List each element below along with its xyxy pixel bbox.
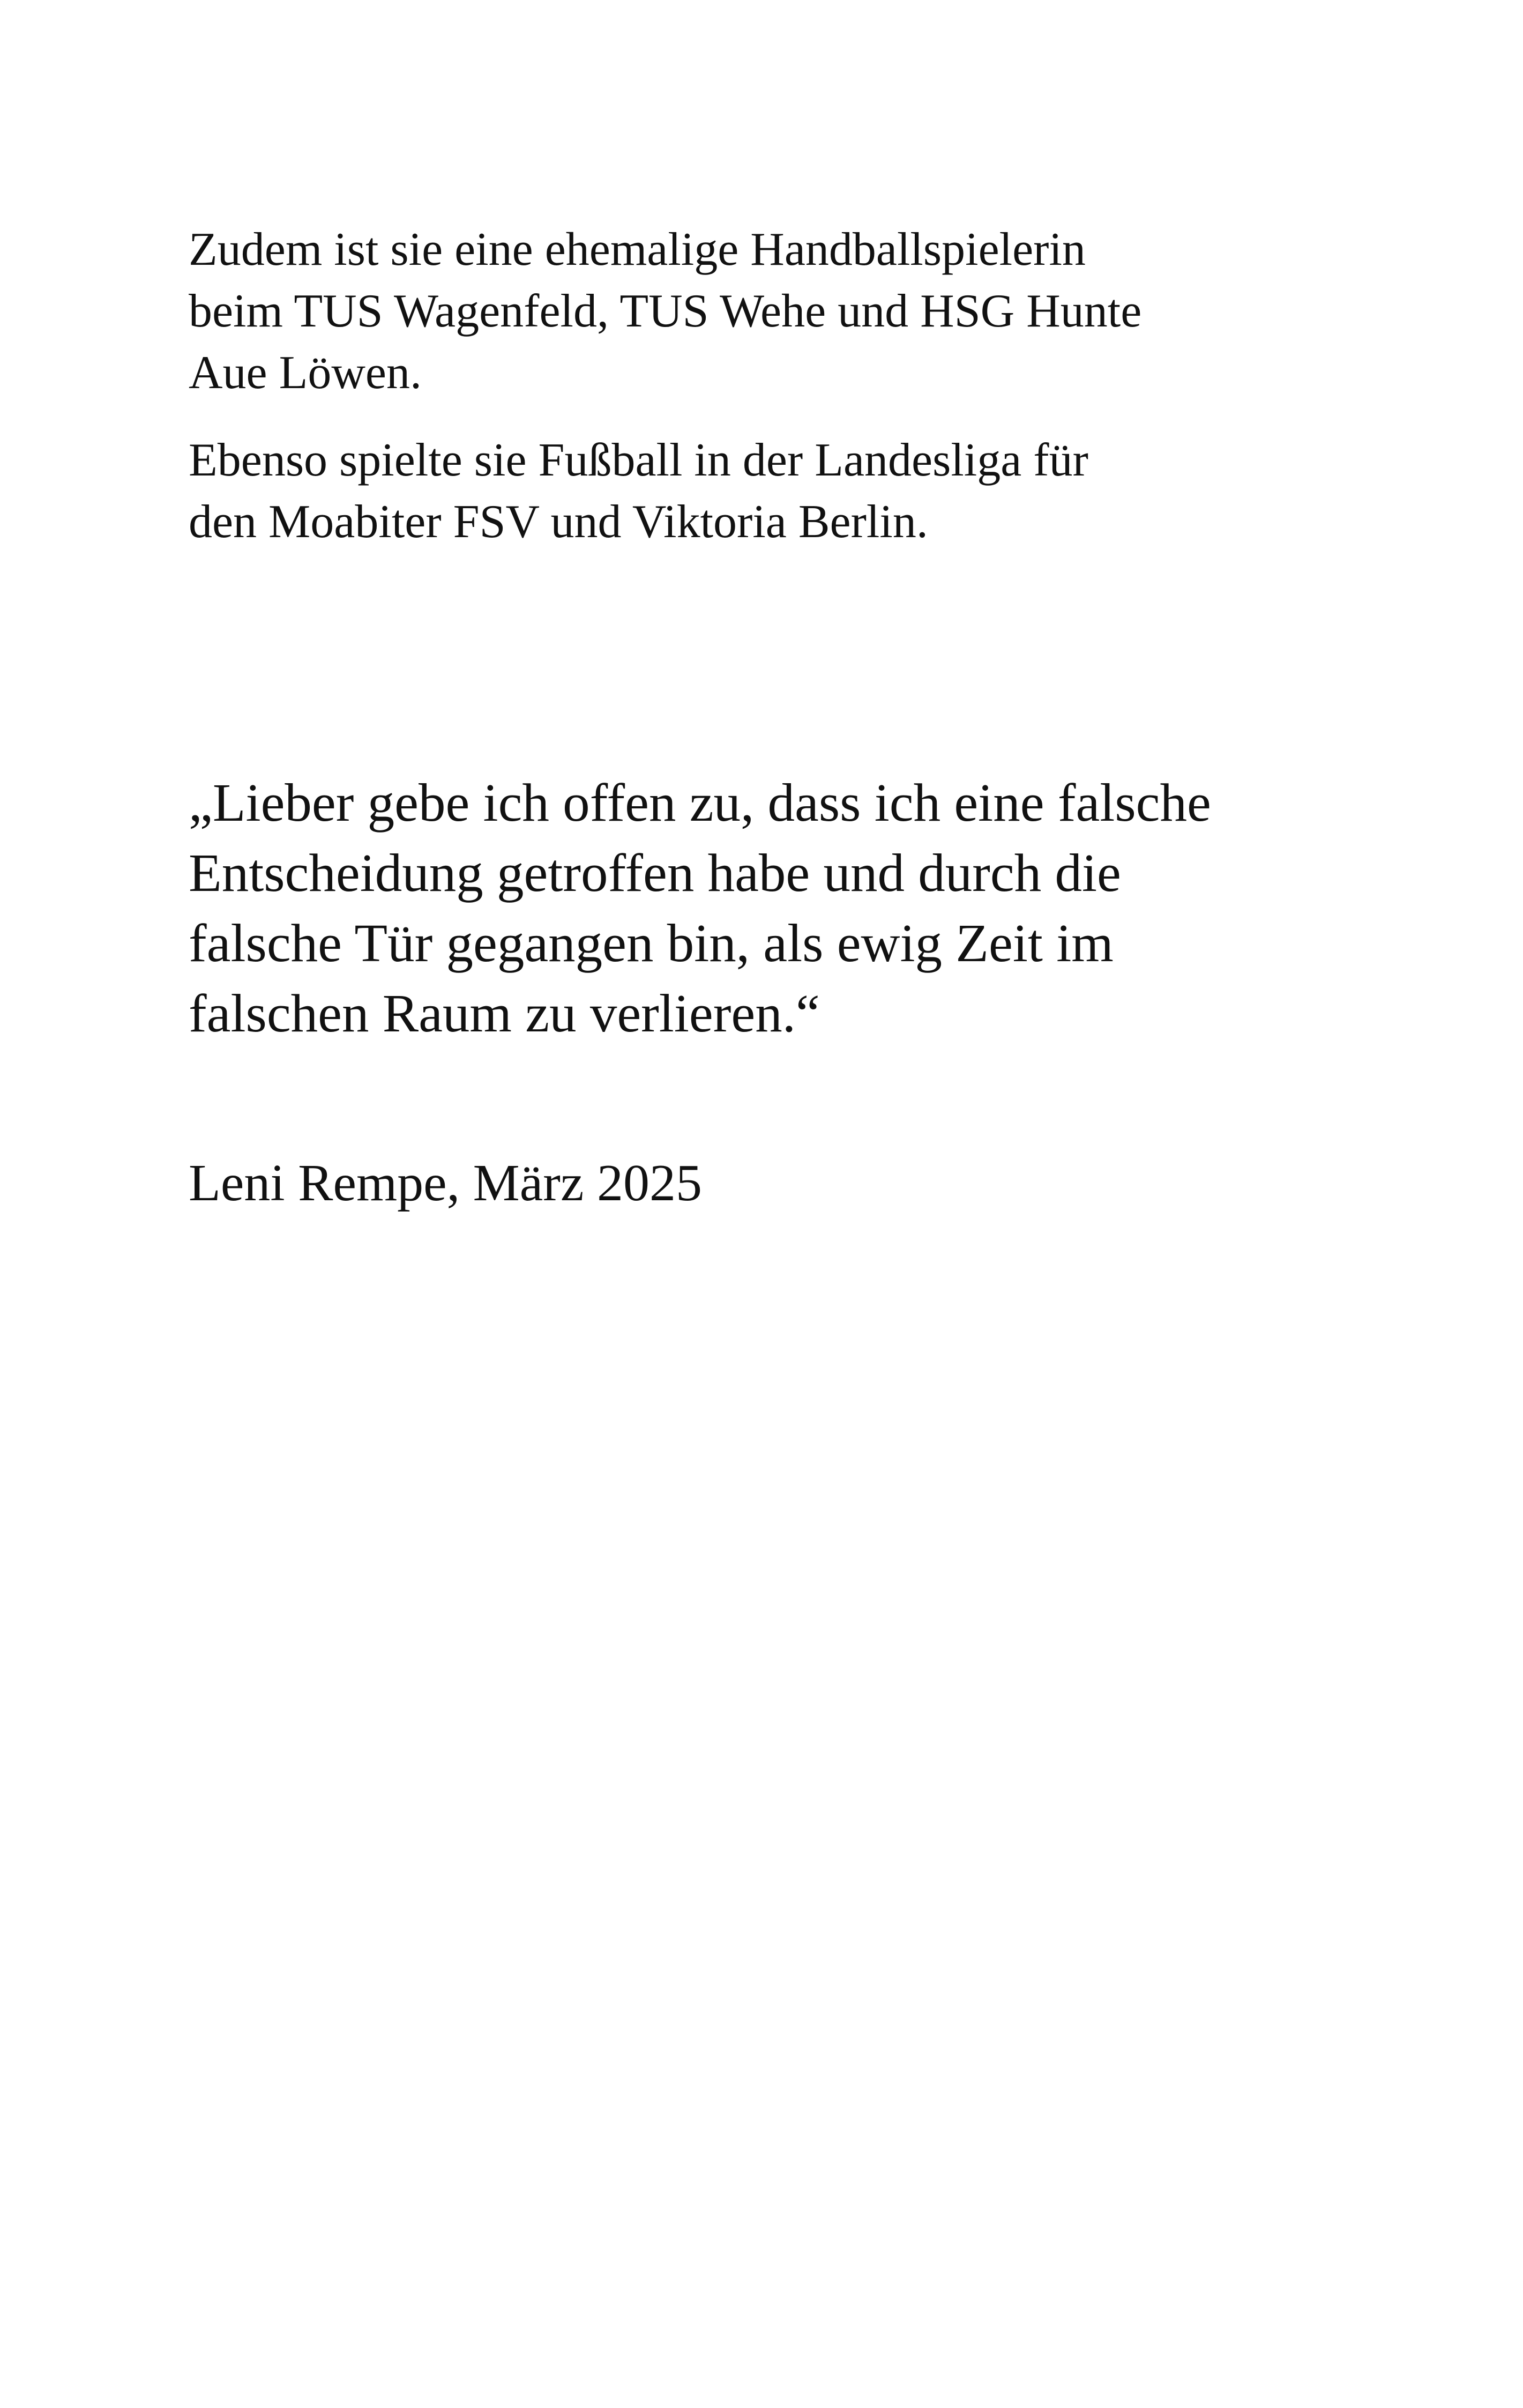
- text-line: Zudem ist sie eine ehemalige Handballspielerin: [189, 224, 1086, 276]
- bio-paragraph-handball: [189, 219, 1368, 404]
- quote-line: falsche Tür gegangen bin, als ewig Zeit im: [189, 913, 1114, 973]
- quote-line: Entscheidung getroffen habe und durch die: [189, 843, 1121, 903]
- bio-paragraph-football: [189, 429, 1368, 553]
- text-line: Aue Löwen.: [189, 347, 422, 399]
- text-line: den Moabiter FSV und Viktoria Berlin.: [189, 496, 928, 548]
- text-line: beim TUS Wagenfeld, TUS Wehe und HSG Hunte: [189, 285, 1142, 337]
- quote-block: [189, 768, 1368, 1049]
- quote-line: falschen Raum zu verlieren.“: [189, 983, 820, 1043]
- quote-line: „Lieber gebe ich offen zu, dass ich eine falsche: [189, 772, 1211, 833]
- quote-attribution: Leni Rempe, März 2025: [189, 1154, 702, 1212]
- text-line: Ebenso spielte sie Fußball in der Landesliga für: [189, 434, 1088, 486]
